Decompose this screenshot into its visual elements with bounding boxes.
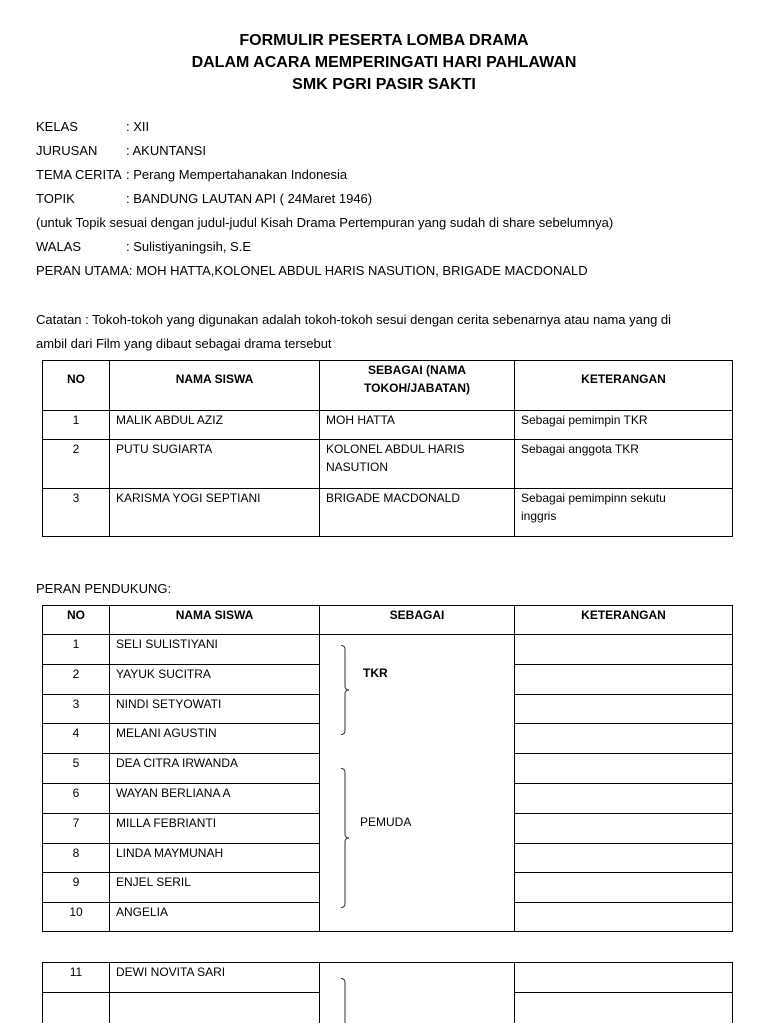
- row-keterangan: [515, 665, 733, 695]
- row-sebagai: [320, 489, 515, 537]
- field-label: JURUSAN: [36, 143, 98, 158]
- row-sebagai: [320, 411, 515, 440]
- row-keterangan: [515, 844, 733, 873]
- table-header-row: [43, 361, 733, 411]
- table-row: [43, 635, 733, 665]
- field-value: : Perang Mempertahanakan Indonesia: [126, 167, 348, 182]
- row-nama: WAYAN BERLIANA A: [110, 784, 320, 814]
- field-label: TEMA CERITA: [36, 167, 122, 182]
- row-sebagai-text: KOLONEL ABDUL HARIS NASUTION: [326, 442, 465, 474]
- catatan-line-2: ambil dari Film yang dibaut sebagai drama tersebut: [36, 336, 332, 351]
- row-keterangan: [515, 440, 733, 489]
- header-nama-siswa: NAMA SISWA: [110, 606, 320, 635]
- field-kelas: [36, 115, 746, 139]
- group-brace-continued: [340, 978, 352, 1023]
- group-label-tkr: TKR: [363, 666, 388, 680]
- topic-note: (untuk Topik sesuai dengan judul-judul Kisah Drama Pertempuran yang sudah di share sebelumnya): [36, 215, 614, 230]
- table-header-row: [43, 606, 733, 635]
- row-no: 10: [43, 903, 110, 932]
- peran-utama-line: PERAN UTAMA: MOH HATTA,KOLONEL ABDUL HARIS NASUTION, BRIGADE MACDONALD: [36, 263, 588, 278]
- row-keterangan: [515, 873, 733, 903]
- row-sebagai-text: MOH HATTA: [326, 413, 395, 427]
- field-label: KELAS: [36, 119, 78, 134]
- field-tema-cerita: [36, 163, 746, 187]
- row-keterangan: [515, 724, 733, 754]
- row-no: 7: [43, 814, 110, 844]
- row-no: 6: [43, 784, 110, 814]
- table-row: [43, 963, 733, 993]
- supporting-cast-table: [42, 605, 733, 932]
- empty-cell: [43, 993, 110, 1023]
- row-nama: ENJEL SERIL: [110, 873, 320, 903]
- row-nama: NINDI SETYOWATI: [110, 695, 320, 724]
- row-nama: KARISMA YOGI SEPTIANI: [110, 489, 320, 537]
- row-no: 11: [43, 963, 110, 993]
- row-no: 1: [43, 411, 110, 440]
- header-sebagai-text: SEBAGAI (NAMA TOKOH/JABATAN): [364, 363, 470, 395]
- row-nama: PUTU SUGIARTA: [110, 440, 320, 489]
- row-nama: DEWI NOVITA SARI: [110, 963, 320, 993]
- group-brace-tkr: [340, 645, 352, 735]
- row-nama: DEA CITRA IRWANDA: [110, 754, 320, 784]
- row-keterangan: [515, 489, 733, 537]
- title-line-3: SMK PGRI PASIR SAKTI: [292, 76, 476, 93]
- row-keterangan: [515, 635, 733, 665]
- row-nama: SELI SULISTIYANI: [110, 635, 320, 665]
- table-row: [43, 411, 733, 440]
- row-keterangan-text: Sebagai pemimpin TKR: [521, 413, 648, 427]
- row-nama: LINDA MAYMUNAH: [110, 844, 320, 873]
- title-line-2: DALAM ACARA MEMPERINGATI HARI PAHLAWAN: [191, 54, 577, 71]
- empty-cell: [110, 993, 320, 1023]
- peran-pendukung-label: PERAN PENDUKUNG:: [36, 581, 172, 596]
- table-row: [43, 440, 733, 489]
- row-keterangan-text: Sebagai anggota TKR: [521, 442, 639, 456]
- form-info: [36, 115, 746, 283]
- field-label: WALAS: [36, 239, 82, 254]
- catatan-line-1: Catatan : Tokoh-tokoh yang digunakan adalah tokoh-tokoh sesui dengan cerita sebenarnya atau nama yang di: [36, 312, 672, 327]
- field-value: : XII: [126, 119, 150, 134]
- row-keterangan: [515, 903, 733, 932]
- group-label-pemuda: PEMUDA: [360, 815, 412, 829]
- row-no: 3: [43, 489, 110, 537]
- field-label: TOPIK: [36, 191, 75, 206]
- group-brace-pemuda: [340, 768, 352, 908]
- field-jurusan: [36, 139, 746, 163]
- table-row: [43, 489, 733, 537]
- row-keterangan: [515, 411, 733, 440]
- header-keterangan: KETERANGAN: [515, 606, 733, 635]
- catatan-note: [36, 308, 746, 356]
- row-no: 9: [43, 873, 110, 903]
- row-keterangan: [515, 814, 733, 844]
- row-keterangan: [515, 695, 733, 724]
- row-keterangan-text: Sebagai pemimpinn sekutu inggris: [521, 491, 666, 523]
- field-walas: [36, 235, 746, 259]
- empty-cell: [515, 993, 733, 1023]
- supporting-cast-table-wrap: [42, 605, 733, 932]
- row-keterangan: [515, 784, 733, 814]
- field-topik: [36, 187, 746, 211]
- header-nama-siswa: NAMA SISWA: [110, 361, 320, 411]
- main-cast-table: [42, 360, 733, 537]
- form-title: [0, 30, 768, 96]
- header-keterangan: KETERANGAN: [515, 361, 733, 411]
- row-no: 3: [43, 695, 110, 724]
- header-no: NO: [43, 606, 110, 635]
- row-no: 2: [43, 440, 110, 489]
- title-line-1: FORMULIR PESERTA LOMBA DRAMA: [239, 32, 529, 49]
- continued-table-wrap: [42, 962, 733, 1024]
- row-no: 1: [43, 635, 110, 665]
- row-keterangan: [515, 963, 733, 993]
- field-value: : AKUNTANSI: [126, 143, 206, 158]
- row-no: 4: [43, 724, 110, 754]
- row-nama: YAYUK SUCITRA: [110, 665, 320, 695]
- header-no: NO: [43, 361, 110, 411]
- row-keterangan: [515, 754, 733, 784]
- row-nama: MALIK ABDUL AZIZ: [110, 411, 320, 440]
- row-nama: ANGELIA: [110, 903, 320, 932]
- row-sebagai: [320, 440, 515, 489]
- row-no: 8: [43, 844, 110, 873]
- header-sebagai: [320, 361, 515, 411]
- main-cast-table-wrap: [42, 360, 733, 537]
- continued-table: [42, 962, 733, 1023]
- row-no: 2: [43, 665, 110, 695]
- row-no: 5: [43, 754, 110, 784]
- row-sebagai-text: BRIGADE MACDONALD: [326, 491, 461, 505]
- row-nama: MILLA FEBRIANTI: [110, 814, 320, 844]
- header-sebagai: SEBAGAI: [320, 606, 515, 635]
- field-value: : Sulistiyaningsih, S.E: [126, 239, 252, 254]
- field-value: : BANDUNG LAUTAN API ( 24Maret 1946): [126, 191, 373, 206]
- row-nama: MELANI AGUSTIN: [110, 724, 320, 754]
